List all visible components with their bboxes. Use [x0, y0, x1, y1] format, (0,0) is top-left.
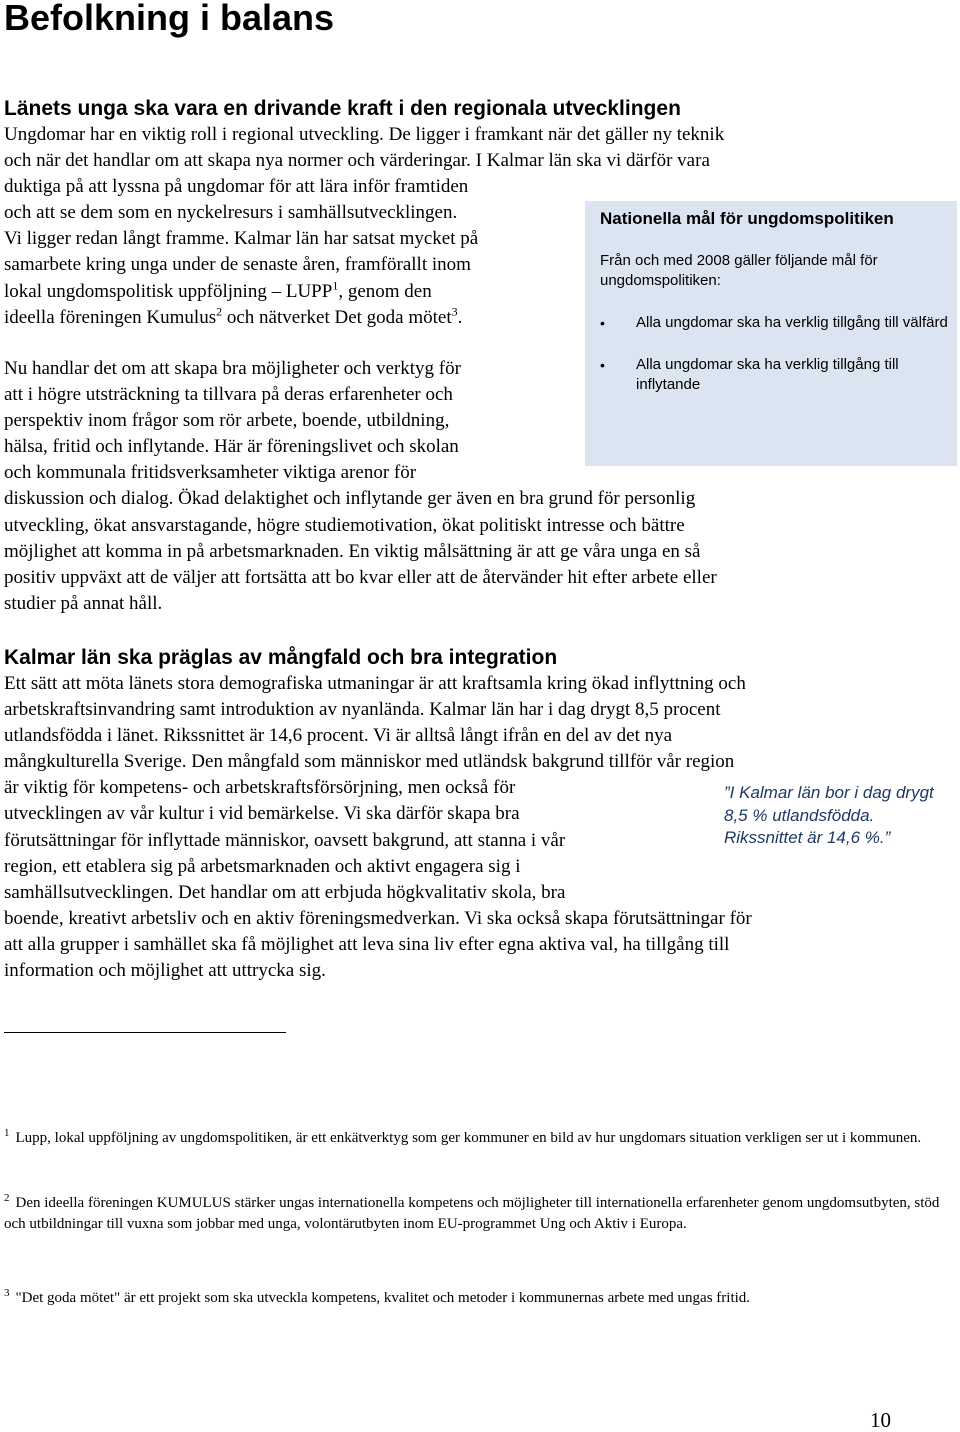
body-line: mångkulturella Sverige. Den mångfald som människor med utländsk bakgrund tillför vår region: [4, 751, 735, 773]
list-item-text: Alla ungdomar ska ha verklig tillgång till inflytande: [636, 356, 899, 393]
body-line: är viktig för kompetens- och arbetskraftsförsörjning, men också för: [4, 777, 516, 799]
bullet-icon: •: [600, 315, 605, 331]
footnote-ref-2[interactable]: 2: [216, 304, 223, 319]
body-line: diskussion och dialog. Ökad delaktighet och inflytande ger även en bra grund för personlig: [4, 488, 696, 510]
list-item-text: Alla ungdomar ska ha verklig tillgång till välfärd: [636, 314, 948, 331]
footnote-divider: [4, 1032, 286, 1033]
body-line: samarbete kring unga under de senaste åren, framförallt inom: [4, 254, 471, 276]
national-goals-box: [585, 201, 957, 466]
body-line: boende, kreativt arbetsliv och en aktiv föreningsmedverkan. Vi ska också skapa förutsättningar för: [4, 907, 752, 929]
list-item: [600, 355, 950, 395]
pull-quote: ”I Kalmar län bor i dag drygt 8,5 % utlandsfödda. Rikssnittet är 14,6 %.”: [724, 783, 934, 847]
body-line: utvecklingen av vår kultur i vid bemärkelse. Vi ska därför skapa bra: [4, 803, 520, 825]
body-line: utlandsfödda i länet. Rikssnittet är 14,6 procent. Vi är alltså långt ifrån en del av det nya: [4, 725, 673, 747]
body-line: samhällsutvecklingen. Det handlar om att erbjuda högkvalitativ skola, bra: [4, 881, 566, 903]
infobox-list: [600, 313, 950, 417]
body-line: möjlighet att komma in på arbetsmarknaden. En viktig målsättning är att ge våra unga en så: [4, 540, 701, 562]
body-line: duktiga på att lyssna på ungdomar för att lära inför framtiden: [4, 176, 469, 198]
infobox-intro: Från och med 2008 gäller följande mål för ungdomspolitiken:: [600, 252, 878, 289]
body-line: arbetskraftsinvandring samt introduktion av nyanlända. Kalmar län har i dag drygt 8,5 procent: [4, 699, 721, 721]
footnote-3: [4, 1288, 944, 1309]
footnote-text: Den ideella föreningen KUMULUS stärker ungas internationella kompetens och möjligheter till internationella erfarenheter genom ungdomsutbyten, stöd och utbildningar till vuxna som jobbar med unga, volontärutbyten inom EU-programmet Ung och Aktiv i Europa.: [4, 1195, 940, 1232]
body-line: positiv uppväxt att de väljer att fortsätta att bo kvar eller att de återvänder hit efter arbete eller: [4, 566, 717, 588]
text-run: ideella föreningen Kumulus: [4, 306, 217, 328]
section-heading-youth: Länets unga ska vara en drivande kraft i den regionala utvecklingen: [4, 97, 681, 120]
body-line: hälsa, fritid och inflytande. Här är föreningslivet och skolan: [4, 436, 459, 458]
text-run: lokal ungdomspolitisk uppföljning – LUPP: [4, 280, 333, 302]
footnote-ref-3[interactable]: 3: [451, 304, 458, 319]
text-run: .: [457, 306, 463, 328]
text-run: , genom den: [338, 280, 432, 302]
body-line: förutsättningar för inflyttade människor, oavsett bakgrund, att stanna i vår: [4, 829, 566, 851]
body-line: region, ett etablera sig på arbetsmarknaden och aktivt engagera sig i: [4, 855, 521, 877]
body-line: och när det handlar om att skapa nya normer och värderingar. I Kalmar län ska vi därför vara: [4, 150, 710, 172]
body-line: och kommunala fritidsverksamheter viktiga arenor för: [4, 462, 417, 484]
footnote-2: [4, 1193, 944, 1235]
section-heading-diversity: Kalmar län ska präglas av mångfald och bra integration: [4, 646, 558, 669]
body-line: Vi ligger redan långt framme. Kalmar län har satsat mycket på: [4, 228, 479, 250]
bullet-icon: •: [600, 357, 605, 373]
footnote-ref-1[interactable]: 1: [332, 278, 339, 293]
body-line: studier på annat håll.: [4, 592, 163, 614]
footnote-mark: 2: [4, 1192, 10, 1204]
page-title: Befolkning i balans: [4, 0, 335, 38]
body-line: information och möjlighet att uttrycka sig.: [4, 960, 326, 982]
footnote-text: Lupp, lokal uppföljning av ungdomspolitiken, är ett enkätverktyg som ger kommuner en bild av hur ungdomars situation verkligen ser ut i kommunen.: [15, 1130, 922, 1146]
body-line: Ett sätt att möta länets stora demografiska utmaningar är att kraftsamla kring ökad inflyttning och: [4, 673, 746, 694]
body-line: och att se dem som en nyckelresurs i samhällsutvecklingen.: [4, 202, 458, 224]
text-run: och nätverket Det goda mötet: [222, 306, 452, 328]
body-line: utveckling, ökat ansvarstagande, högre studiemotivation, ökat politiskt intresse och bättre: [4, 514, 685, 536]
footnote-1: [4, 1128, 944, 1149]
body-line: Ungdomar har en viktig roll i regional utveckling. De ligger i framkant när det gäller ny teknik: [4, 124, 725, 145]
body-line: att i högre utsträckning ta tillvara på deras erfarenheter och: [4, 384, 453, 406]
body-line: Nu handlar det om att skapa bra möjligheter och verktyg för: [4, 358, 461, 379]
diversity-paragraph: [4, 671, 752, 984]
list-item: [600, 313, 950, 333]
footnote-mark: 1: [4, 1127, 10, 1139]
body-line: att alla grupper i samhället ska få möjlighet att leva sina liv efter egna aktiva val, ha tillgång till: [4, 933, 730, 955]
page-number: 10: [870, 1408, 891, 1432]
footnote-mark: 3: [4, 1287, 10, 1299]
footnote-text: "Det goda mötet" är ett projekt som ska utveckla kompetens, kvalitet och metoder i kommunernas arbete med ungas fritid.: [15, 1290, 751, 1306]
infobox-title: Nationella mål för ungdomspolitiken: [600, 209, 894, 228]
body-line: perspektiv inom frågor som rör arbete, boende, utbildning,: [4, 410, 450, 432]
